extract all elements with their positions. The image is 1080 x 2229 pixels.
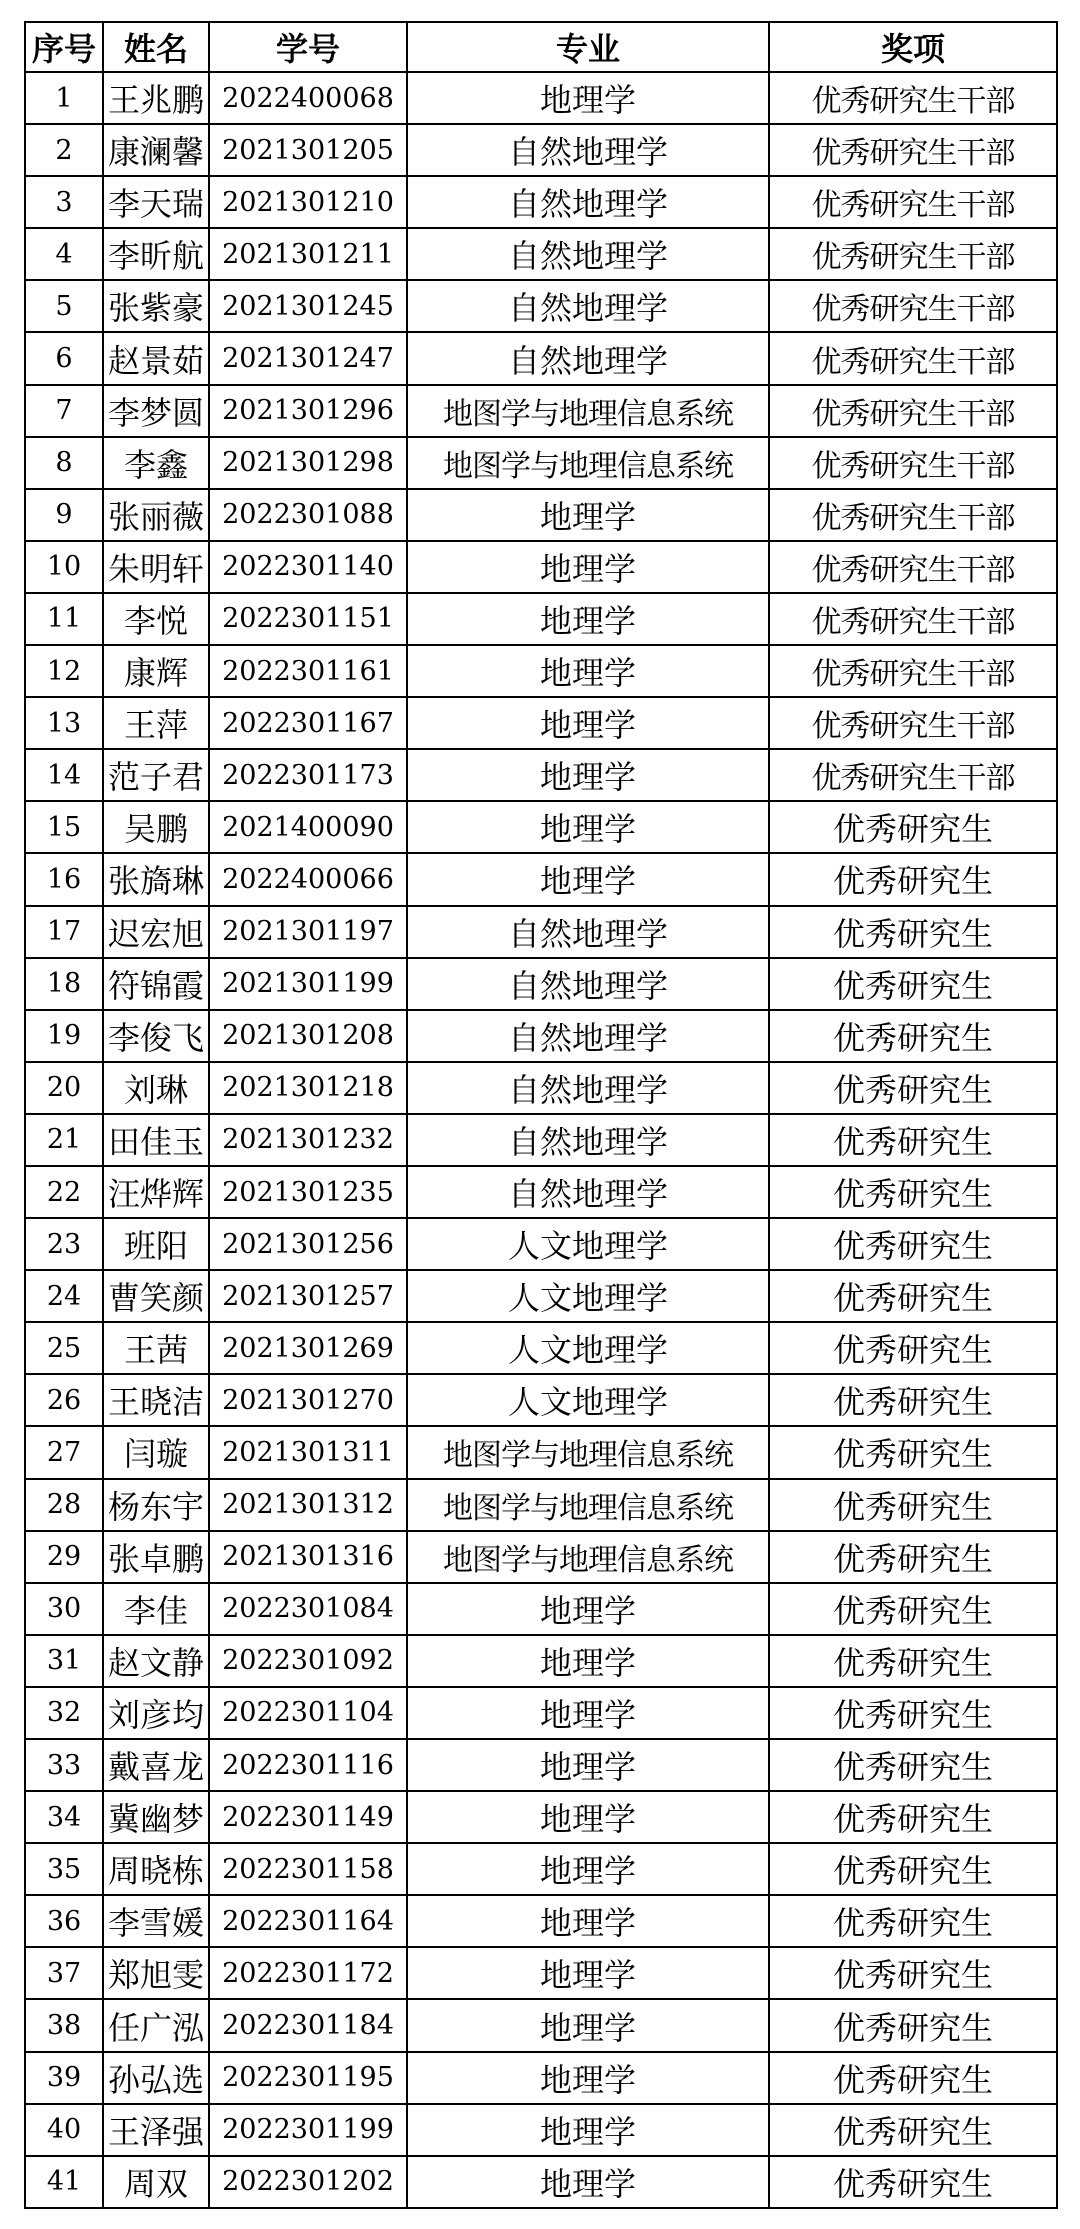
cell-award: 优秀研究生 <box>769 1010 1057 1062</box>
cell-name: 闫璇 <box>103 1426 209 1478</box>
cell-award: 优秀研究生干部 <box>769 749 1057 801</box>
cell-student-id: 2022301149 <box>209 1791 407 1843</box>
cell-student-id: 2021301316 <box>209 1531 407 1583</box>
table-row <box>25 228 1057 280</box>
cell-student-id: 2022301116 <box>209 1739 407 1791</box>
cell-index: 3 <box>25 176 103 228</box>
cell-major: 地理学 <box>407 697 769 749</box>
cell-index: 7 <box>25 385 103 437</box>
cell-index: 20 <box>25 1062 103 1114</box>
cell-student-id: 2022400066 <box>209 853 407 905</box>
cell-name: 康澜馨 <box>103 124 209 176</box>
cell-award: 优秀研究生 <box>769 1583 1057 1635</box>
table-row <box>25 1010 1057 1062</box>
cell-student-id: 2021301247 <box>209 332 407 384</box>
cell-index: 33 <box>25 1739 103 1791</box>
cell-award: 优秀研究生干部 <box>769 332 1057 384</box>
cell-name: 迟宏旭 <box>103 906 209 958</box>
cell-major: 地理学 <box>407 645 769 697</box>
cell-index: 14 <box>25 749 103 801</box>
cell-award: 优秀研究生干部 <box>769 280 1057 332</box>
cell-award: 优秀研究生干部 <box>769 541 1057 593</box>
header-major: 专业 <box>407 22 769 72</box>
cell-index: 19 <box>25 1010 103 1062</box>
cell-student-id: 2021400090 <box>209 801 407 853</box>
table-row <box>25 697 1057 749</box>
cell-index: 8 <box>25 437 103 489</box>
award-table <box>24 21 1058 2209</box>
cell-name: 王萍 <box>103 697 209 749</box>
table-row <box>25 1947 1057 1999</box>
cell-name: 孙弘选 <box>103 2052 209 2104</box>
cell-award: 优秀研究生 <box>769 801 1057 853</box>
cell-student-id: 2021301232 <box>209 1114 407 1166</box>
cell-index: 32 <box>25 1687 103 1739</box>
cell-index: 36 <box>25 1895 103 1947</box>
cell-name: 王泽强 <box>103 2104 209 2156</box>
cell-award: 优秀研究生干部 <box>769 176 1057 228</box>
cell-award: 优秀研究生 <box>769 2104 1057 2156</box>
cell-award: 优秀研究生 <box>769 1166 1057 1218</box>
cell-index: 24 <box>25 1270 103 1322</box>
cell-award: 优秀研究生 <box>769 1739 1057 1791</box>
cell-award: 优秀研究生 <box>769 1479 1057 1531</box>
cell-major: 人文地理学 <box>407 1218 769 1270</box>
cell-student-id: 2021301197 <box>209 906 407 958</box>
cell-student-id: 2021301269 <box>209 1322 407 1374</box>
cell-award: 优秀研究生 <box>769 1062 1057 1114</box>
cell-index: 41 <box>25 2156 103 2208</box>
cell-major: 自然地理学 <box>407 1114 769 1166</box>
cell-student-id: 2021301270 <box>209 1374 407 1426</box>
table-body <box>25 72 1057 2208</box>
header-student-id: 学号 <box>209 22 407 72</box>
table-row <box>25 1270 1057 1322</box>
cell-major: 自然地理学 <box>407 906 769 958</box>
cell-award: 优秀研究生干部 <box>769 437 1057 489</box>
cell-student-id: 2021301211 <box>209 228 407 280</box>
cell-index: 37 <box>25 1947 103 1999</box>
table-row <box>25 1791 1057 1843</box>
table-row <box>25 1635 1057 1687</box>
cell-major: 自然地理学 <box>407 1010 769 1062</box>
cell-award: 优秀研究生 <box>769 1426 1057 1478</box>
cell-name: 李梦圆 <box>103 385 209 437</box>
cell-index: 10 <box>25 541 103 593</box>
table-row <box>25 1999 1057 2051</box>
table-row <box>25 489 1057 541</box>
cell-major: 地理学 <box>407 1739 769 1791</box>
cell-major: 人文地理学 <box>407 1270 769 1322</box>
cell-award: 优秀研究生干部 <box>769 385 1057 437</box>
cell-name: 杨东宇 <box>103 1479 209 1531</box>
cell-award: 优秀研究生 <box>769 1947 1057 1999</box>
cell-award: 优秀研究生 <box>769 1374 1057 1426</box>
cell-award: 优秀研究生 <box>769 1270 1057 1322</box>
cell-major: 地理学 <box>407 801 769 853</box>
cell-index: 17 <box>25 906 103 958</box>
cell-name: 曹笑颜 <box>103 1270 209 1322</box>
cell-award: 优秀研究生 <box>769 1635 1057 1687</box>
cell-name: 朱明轩 <box>103 541 209 593</box>
table-row <box>25 437 1057 489</box>
cell-student-id: 2021301210 <box>209 176 407 228</box>
cell-student-id: 2021301257 <box>209 1270 407 1322</box>
cell-major: 地理学 <box>407 749 769 801</box>
table-row <box>25 1843 1057 1895</box>
cell-award: 优秀研究生干部 <box>769 72 1057 124</box>
cell-student-id: 2022301173 <box>209 749 407 801</box>
cell-major: 地理学 <box>407 1687 769 1739</box>
cell-name: 李雪媛 <box>103 1895 209 1947</box>
cell-name: 李昕航 <box>103 228 209 280</box>
cell-name: 任广泓 <box>103 1999 209 2051</box>
table-row <box>25 801 1057 853</box>
cell-index: 1 <box>25 72 103 124</box>
table-row <box>25 176 1057 228</box>
cell-student-id: 2022301158 <box>209 1843 407 1895</box>
cell-award: 优秀研究生 <box>769 2156 1057 2208</box>
header-row <box>25 22 1057 72</box>
cell-index: 34 <box>25 1791 103 1843</box>
table-row <box>25 749 1057 801</box>
table-row <box>25 1739 1057 1791</box>
cell-student-id: 2021301218 <box>209 1062 407 1114</box>
cell-name: 王兆鹏 <box>103 72 209 124</box>
cell-name: 王晓洁 <box>103 1374 209 1426</box>
cell-index: 9 <box>25 489 103 541</box>
cell-name: 张丽薇 <box>103 489 209 541</box>
table-row <box>25 332 1057 384</box>
table-row <box>25 906 1057 958</box>
table-row <box>25 1583 1057 1635</box>
cell-index: 26 <box>25 1374 103 1426</box>
cell-student-id: 2022301088 <box>209 489 407 541</box>
cell-award: 优秀研究生干部 <box>769 124 1057 176</box>
cell-award: 优秀研究生 <box>769 1531 1057 1583</box>
cell-name: 李悦 <box>103 593 209 645</box>
cell-index: 13 <box>25 697 103 749</box>
cell-index: 15 <box>25 801 103 853</box>
cell-index: 5 <box>25 280 103 332</box>
cell-major: 自然地理学 <box>407 280 769 332</box>
cell-major: 自然地理学 <box>407 176 769 228</box>
cell-name: 范子君 <box>103 749 209 801</box>
cell-student-id: 2021301256 <box>209 1218 407 1270</box>
cell-name: 刘彦均 <box>103 1687 209 1739</box>
cell-award: 优秀研究生 <box>769 1322 1057 1374</box>
cell-name: 班阳 <box>103 1218 209 1270</box>
cell-award: 优秀研究生干部 <box>769 697 1057 749</box>
cell-student-id: 2022301199 <box>209 2104 407 2156</box>
cell-student-id: 2021301208 <box>209 1010 407 1062</box>
cell-index: 22 <box>25 1166 103 1218</box>
cell-student-id: 2022301172 <box>209 1947 407 1999</box>
cell-major: 地理学 <box>407 2156 769 2208</box>
cell-name: 赵文静 <box>103 1635 209 1687</box>
cell-student-id: 2021301245 <box>209 280 407 332</box>
cell-student-id: 2022301151 <box>209 593 407 645</box>
cell-index: 12 <box>25 645 103 697</box>
cell-major: 地理学 <box>407 72 769 124</box>
cell-major: 地理学 <box>407 1947 769 1999</box>
cell-name: 张旖琳 <box>103 853 209 905</box>
cell-name: 冀幽梦 <box>103 1791 209 1843</box>
cell-name: 王茜 <box>103 1322 209 1374</box>
table-row <box>25 124 1057 176</box>
cell-award: 优秀研究生干部 <box>769 489 1057 541</box>
cell-award: 优秀研究生 <box>769 1114 1057 1166</box>
table-row <box>25 541 1057 593</box>
table-row <box>25 645 1057 697</box>
cell-award: 优秀研究生干部 <box>769 645 1057 697</box>
cell-index: 29 <box>25 1531 103 1583</box>
cell-major: 地理学 <box>407 1999 769 2051</box>
cell-award: 优秀研究生 <box>769 2052 1057 2104</box>
cell-award: 优秀研究生 <box>769 1791 1057 1843</box>
cell-student-id: 2021301296 <box>209 385 407 437</box>
cell-student-id: 2022301167 <box>209 697 407 749</box>
cell-name: 戴喜龙 <box>103 1739 209 1791</box>
cell-index: 27 <box>25 1426 103 1478</box>
cell-name: 周晓栋 <box>103 1843 209 1895</box>
table-row <box>25 2052 1057 2104</box>
cell-index: 35 <box>25 1843 103 1895</box>
cell-major: 人文地理学 <box>407 1374 769 1426</box>
cell-major: 自然地理学 <box>407 332 769 384</box>
cell-name: 张紫豪 <box>103 280 209 332</box>
cell-name: 吴鹏 <box>103 801 209 853</box>
cell-award: 优秀研究生 <box>769 1218 1057 1270</box>
cell-name: 康辉 <box>103 645 209 697</box>
cell-award: 优秀研究生干部 <box>769 228 1057 280</box>
table-row <box>25 1531 1057 1583</box>
cell-name: 张卓鹏 <box>103 1531 209 1583</box>
cell-index: 23 <box>25 1218 103 1270</box>
cell-major: 地理学 <box>407 1895 769 1947</box>
table-row <box>25 1374 1057 1426</box>
cell-index: 4 <box>25 228 103 280</box>
table-row <box>25 1218 1057 1270</box>
cell-name: 李佳 <box>103 1583 209 1635</box>
cell-index: 40 <box>25 2104 103 2156</box>
table-row <box>25 1114 1057 1166</box>
cell-student-id: 2022301140 <box>209 541 407 593</box>
cell-name: 郑旭雯 <box>103 1947 209 1999</box>
cell-name: 田佳玉 <box>103 1114 209 1166</box>
table-row <box>25 593 1057 645</box>
cell-index: 28 <box>25 1479 103 1531</box>
cell-index: 30 <box>25 1583 103 1635</box>
cell-student-id: 2022301104 <box>209 1687 407 1739</box>
cell-major: 地理学 <box>407 2052 769 2104</box>
table-row <box>25 280 1057 332</box>
cell-major: 地图学与地理信息系统 <box>407 1479 769 1531</box>
cell-student-id: 2021301298 <box>209 437 407 489</box>
cell-major: 地理学 <box>407 1635 769 1687</box>
cell-major: 地图学与地理信息系统 <box>407 1531 769 1583</box>
cell-award: 优秀研究生 <box>769 906 1057 958</box>
cell-student-id: 2021301312 <box>209 1479 407 1531</box>
cell-award: 优秀研究生 <box>769 1999 1057 2051</box>
cell-index: 6 <box>25 332 103 384</box>
table-row <box>25 2104 1057 2156</box>
table-row <box>25 1426 1057 1478</box>
cell-major: 地图学与地理信息系统 <box>407 385 769 437</box>
cell-student-id: 2021301199 <box>209 958 407 1010</box>
cell-major: 地理学 <box>407 593 769 645</box>
header-award: 奖项 <box>769 22 1057 72</box>
cell-major: 地理学 <box>407 541 769 593</box>
cell-student-id: 2022400068 <box>209 72 407 124</box>
cell-student-id: 2021301235 <box>209 1166 407 1218</box>
cell-student-id: 2022301164 <box>209 1895 407 1947</box>
cell-student-id: 2021301311 <box>209 1426 407 1478</box>
cell-index: 2 <box>25 124 103 176</box>
cell-student-id: 2022301195 <box>209 2052 407 2104</box>
table-row <box>25 72 1057 124</box>
table-row <box>25 1322 1057 1374</box>
cell-name: 刘琳 <box>103 1062 209 1114</box>
header-index: 序号 <box>25 22 103 72</box>
cell-major: 地图学与地理信息系统 <box>407 1426 769 1478</box>
cell-name: 赵景茹 <box>103 332 209 384</box>
cell-award: 优秀研究生干部 <box>769 593 1057 645</box>
cell-major: 地理学 <box>407 853 769 905</box>
cell-major: 地理学 <box>407 2104 769 2156</box>
cell-index: 21 <box>25 1114 103 1166</box>
cell-student-id: 2022301184 <box>209 1999 407 2051</box>
header-name: 姓名 <box>103 22 209 72</box>
cell-index: 39 <box>25 2052 103 2104</box>
cell-award: 优秀研究生 <box>769 853 1057 905</box>
cell-name: 汪烨辉 <box>103 1166 209 1218</box>
cell-index: 31 <box>25 1635 103 1687</box>
cell-major: 地图学与地理信息系统 <box>407 437 769 489</box>
table-row <box>25 1062 1057 1114</box>
cell-major: 自然地理学 <box>407 124 769 176</box>
cell-student-id: 2022301161 <box>209 645 407 697</box>
cell-student-id: 2022301092 <box>209 1635 407 1687</box>
cell-name: 李鑫 <box>103 437 209 489</box>
table-row <box>25 2156 1057 2208</box>
table-row <box>25 1479 1057 1531</box>
cell-award: 优秀研究生 <box>769 1895 1057 1947</box>
cell-index: 11 <box>25 593 103 645</box>
table-row <box>25 1166 1057 1218</box>
cell-award: 优秀研究生 <box>769 1687 1057 1739</box>
cell-student-id: 2022301202 <box>209 2156 407 2208</box>
table-row <box>25 958 1057 1010</box>
cell-award: 优秀研究生 <box>769 958 1057 1010</box>
table-row <box>25 1687 1057 1739</box>
cell-major: 自然地理学 <box>407 228 769 280</box>
cell-name: 李天瑞 <box>103 176 209 228</box>
cell-index: 18 <box>25 958 103 1010</box>
cell-major: 地理学 <box>407 1583 769 1635</box>
cell-major: 地理学 <box>407 489 769 541</box>
cell-major: 地理学 <box>407 1791 769 1843</box>
cell-major: 自然地理学 <box>407 958 769 1010</box>
cell-name: 李俊飞 <box>103 1010 209 1062</box>
cell-student-id: 2022301084 <box>209 1583 407 1635</box>
cell-name: 周双 <box>103 2156 209 2208</box>
cell-major: 自然地理学 <box>407 1166 769 1218</box>
cell-index: 38 <box>25 1999 103 2051</box>
table-row <box>25 385 1057 437</box>
cell-major: 人文地理学 <box>407 1322 769 1374</box>
cell-name: 符锦霞 <box>103 958 209 1010</box>
cell-index: 16 <box>25 853 103 905</box>
cell-student-id: 2021301205 <box>209 124 407 176</box>
cell-index: 25 <box>25 1322 103 1374</box>
cell-award: 优秀研究生 <box>769 1843 1057 1895</box>
cell-major: 自然地理学 <box>407 1062 769 1114</box>
table-row <box>25 853 1057 905</box>
cell-major: 地理学 <box>407 1843 769 1895</box>
table-row <box>25 1895 1057 1947</box>
